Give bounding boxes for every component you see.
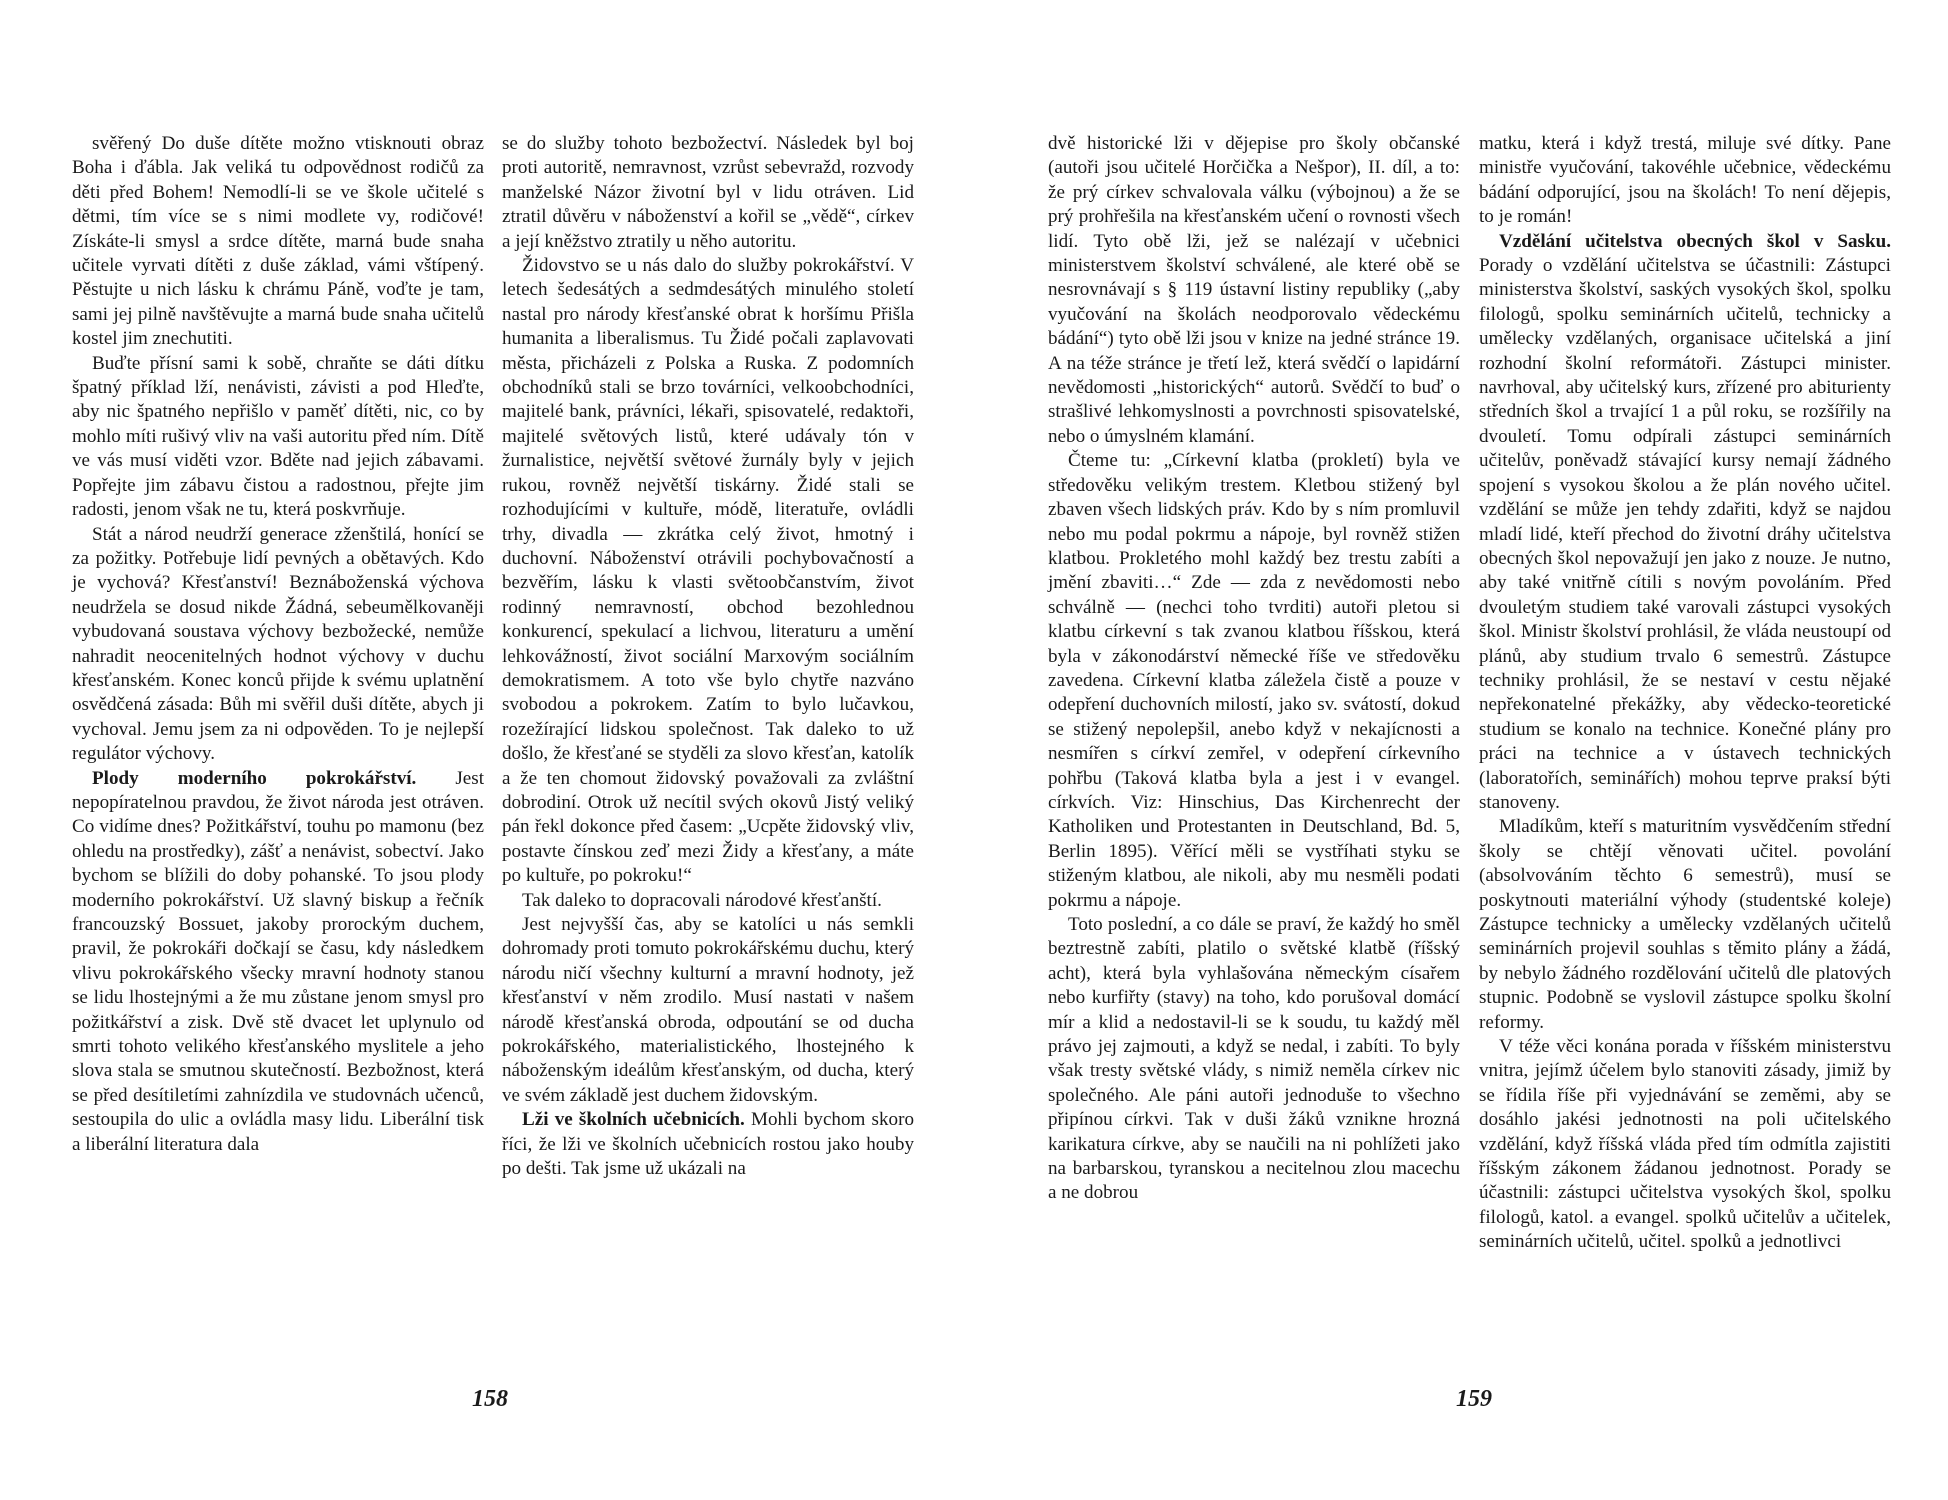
right-page-column-2 — [1479, 132, 1891, 1255]
paragraph — [72, 767, 484, 1158]
paragraph — [1479, 1035, 1891, 1255]
paragraph-text: V téže věci konána porada v říšském ministerstvu vnitra, jejímž účelem bylo stanoviti zásady, jimiž by se řídila říše při vyjednávání se zeměmi, aby se dosáhlo jakési jednotnosti na poli učitelského vzdělání, když říšská vláda před tím odmítla zajistiti říšským zákonem žádanou jednotnost. Porady se účastnili: zástupci učitelstva vysokých škol, spolku filologů, katol. a evangel. spolků učitelův a učitelek, seminárních učitelů, učitel. spolků a jednotlivci — [1479, 1036, 1891, 1253]
paragraph-text: Toto poslední, a co dále se praví, že každý ho směl beztrestně zabíti, platilo o světské klatbě (říšský acht), která byla vyhlašována německým císařem nebo kurfiřty (stavy) na toho, kdo porušoval domácí mír a klid a nedostavil-li se k soudu, tu každý měl právo jej zajmouti, a když se nedal, i zabíti. To byly však tresty světské vlády, s nimiž neměla církev nic společného. Ale páni autoři jednoduše to všechno připínou církvi. Tak v duši žáků vznikne hrozná karikatura církve, aby se naučili na ni pohlížeti jako na barbarskou, tyranskou a necitelnou zlou macechu a ne dobrou — [1048, 914, 1460, 1204]
page-number: 159 — [1456, 1386, 1492, 1412]
paragraph — [72, 352, 484, 523]
paragraph-text: Tak daleko to dopracovali národové křesťanští. — [522, 889, 882, 911]
paragraph — [502, 889, 914, 913]
paragraph-text: Porady o vzdělání učitelstva se účastnili: Zástupci ministerstva školství, saských vysokých škol, spolku filologů, spolku seminárních učitelů, technicky a umělecky vzdělaných, organisace učitelská a jiní rozhodní školní reformátoři. Zástupci minister. navrhoval, aby učitelský kurs, zřízené pro abiturienty středních škol a trvající 1 a půl roku, se rozšířily na dvouletí. Tomu odpírali zástupci seminárních učitelův, poněvadž stávající kursy nemají žádného spojení s vysokou školou a že plán nového učitel. vzdělání se může jen tehdy zdařiti, když se najdou mladí lidé, kteří přechod do životní dráhy učitelstva obecných škol nepovažují jen jako z nouze. Je nutno, aby také vnitřně cítili s novým povoláním. Před dvouletým studiem také varovali zástupci vysokých škol. Ministr školství prohlásil, že vláda neustoupí od plánů, aby studium trvalo 6 semestrů. Zástupce techniky prohlásil, že se nestaví v cestu nějaké nepřekonatelné překážky, aby vědecko-teoretické studium se konalo na technice. Konečné plány pro práci na technice a v ústavech technických (laboratořích, seminářích) mohou teprve praksí býti stanoveny. — [1479, 255, 1891, 813]
right-page-column-1 — [1048, 132, 1460, 1206]
page-number: 158 — [472, 1386, 508, 1412]
paragraph-text: Mohli bychom skoro říci, že lži ve školních učebnicích rostou jako houby po dešti. Tak jsme už ukázali na — [502, 1109, 914, 1180]
paragraph-text: Mladíkům, kteří s maturitním vysvědčením střední školy se chtějí věnovati učitel. povolání (absolvováním těchto 6 semestrů), musí se poskytnouti materiální výhody (studentské koleje) Zástupce technicky a umělecky vzdělaných učitelů seminárních projevil souhlas s těmito plány a žádá, by nebylo žádného rozdělování učitelů dle platových stupnic. Podobně se vyslovil zástupce spolku školní reformy. — [1479, 816, 1891, 1033]
paragraph-text: Jest nejvyšší čas, aby se katolíci u nás semkli dohromady proti tomuto pokrokářskému duchu, který národu ničí všechny kulturní a mravní hodnoty, jež křesťanství v něm zrodilo. Musí nastati v našem národě křesťanská obroda, odpoutání se od ducha pokrokářského, materialistického, lhostejného k náboženským ideálům křesťanským, od ducha, který ve svém základě jest duchem židovským. — [502, 914, 914, 1106]
section-heading: Plody moderního pokrokářství. — [92, 767, 417, 789]
paragraph-text: Buďte přísní sami k sobě, chraňte se dáti dítku špatný příklad lží, nenávisti, závisti a pod Hleďte, aby nic špatného nepřišlo v paměť dítěti, nic, co by mohlo míti rušivý vliv na vaši autoritu před ním. Dítě ve vás musí viděti vzor. Bděte nad jejich zábavami. Popřejte jim zábavu čistou a radostnou, přejte jim radosti, jenom však ne tu, která poskvrňuje. — [72, 352, 484, 521]
section-heading: Lži ve školních učebnicích. — [522, 1109, 745, 1131]
paragraph — [1048, 449, 1460, 913]
paragraph-text: dvě historické lži v dějepise pro školy občanské (autoři jsou učitelé Horčička a Nešpor), II. díl, a to: že prý církev schvalovala válku (výbojnou) a že se prý prohřešila na křesťanském učení o rovnosti všech lidí. Tyto obě lži, jež se nalézají v učebnici ministerstvem školství schválené, ale které obě se nesrovnávají s § 119 ústavní listiny republiky („aby vyučování na školách neodporovalo vědeckému bádání“) tyto obě lži jsou v knize na jedné stránce 19. A na téže stránce je třetí lež, která svědčí o lapidární nevědomosti „historických“ autorů. Svědčí to buď o strašlivé lehkomyslnosti a povrchnosti spisovatelské, nebo o úmyslném klamání. — [1048, 133, 1460, 447]
paragraph-text: matku, která i když trestá, miluje své dítky. Pane ministře vyučování, takovéhle učebnice, vědeckému bádání odporující, jsou na školách! To není dějepis, to je román! — [1479, 133, 1891, 228]
left-page-column-1 — [72, 132, 484, 1157]
paragraph-text: Židovstvo se u nás dalo do služby pokrokářství. V letech šedesátých a sedmdesátých minulého století nastal pro národy křesťanské obrat k horšímu Přišla humanita a liberalismus. Tu Židé počali zaplavovati města, přicházeli z Polska a Ruska. Z podomních obchodníků stali se brzo továrníci, velkoobchodníci, majitelé bank, právníci, lékaři, spisovatelé, redaktoři, majitelé světových listů, které udávaly tón v žurnalistice, největší světové žurnály byly v jejich rukou, rovněž největší tiskárny. Židé stali se rozhodujícími v kultuře, módě, literatuře, ovládli trhy, divadla — zkrátka celý život, hmotný i duchovní. Náboženství otrávili pochybovačností a bezvěřím, lásku k vlasti světoobčanstvím, život rodinný nemravností, obchod bezohlednou konkurencí, spekulací a lichvou, literaturu a umění lehkovážností, život sociální Marxovým sociálním demokratismem. A toto vše bylo chytře nazváno svobodou a pokrokem. Zatím to bylo lučavkou, rozežírající lidskou společnost. Tak daleko to už došlo, že křesťané se styděli za slovo křesťan, katolík a že ten chomout židovský považovali za zvláštní dobrodiní. Otrok už necítil svých okovů Jistý veliký pán řekl dokonce před časem: „Ucpěte židovský vliv, postavte čínskou zeď mezi Židy a křesťany, a máte po kultuře, po pokroku!“ — [502, 255, 914, 887]
paragraph — [1479, 132, 1891, 230]
paragraph-text: Čteme tu: „Církevní klatba (prokletí) byla ve středověku velikým trestem. Kletbou stižený byl zbaven všech lidských práv. Kdo by s ním promluvil nebo mu podal pokrmu a nápoje, byl rovněž stižen klatbou. Prokletého mohl každý bez trestu zabíti a jmění zbaviti…“ Zde — zda z nevědomosti nebo schválně — (nechci toho tvrditi) autoři pletou si klatbu církevní s tak zvanou klatbou říšskou, která byla v zákonodárství německé říše ve středověku zavedena. Církevní klatba záležela čistě a pouze v odepření duchovních milostí, jako sv. svátostí, dokud se stižený nepolepšil, anebo když v nekajícnosti a nesmířen s církví zemřel, v odepření církevního pohřbu (Taková klatba byla a jest i v evangel. církvích. Viz: Hinschius, Das Kirchenrecht der Katholiken und Protestanten in Deutschland, Bd. 5, Berlin 1895). Věřící měli se vystříhati styku se stiženým klatbou, ale nikoli, aby mu nesměli podati pokrmu a nápoje. — [1048, 450, 1460, 911]
paragraph — [1479, 230, 1891, 816]
paragraph-text: Jest nepopíratelnou pravdou, že život národa jest otráven. Co vidíme dnes? Požitkářství, touhu po mamonu (bez ohledu na prostředky), zášť a nenávist, sobectví. Jako bychom se blížili do doby pohanské. To jsou plody moderního pokrokářství. Už slavný biskup a řečník francouzský Bossuet, jakoby prorockým duchem, pravil, že pokrokáři dočkají se času, kdy následkem vlivu pokrokářského všecky mravní hodnoty stanou se lidu lhostejnými a že mu zůstane jenom smysl pro požitkářství a zisk. Dvě stě dvacet let uplynulo od smrti tohoto velikého křesťanského myslitele a jeho slova stala se smutnou skutečností. Bezbožnost, která se před desítiletími zahnízdila ve studovnách učenců, sestoupila do ulic a ovládla masy lidu. Liberální tisk a liberální literatura dala — [72, 767, 484, 1155]
paragraph — [1479, 815, 1891, 1035]
paragraph — [72, 523, 484, 767]
paragraph — [72, 132, 484, 352]
paragraph — [502, 1108, 914, 1181]
paragraph — [1048, 132, 1460, 449]
paragraph — [502, 132, 914, 254]
paragraph — [502, 913, 914, 1108]
right-page — [974, 0, 1948, 1500]
left-page-column-2 — [502, 132, 914, 1181]
paragraph-text: svěřený Do duše dítěte možno vtisknouti obraz Boha i ďábla. Jak veliká tu odpovědnost rodičů za děti před Bohem! Nemodlí-li se ve škole učitelé s dětmi, tím více se s nimi modlete vy, rodičové! Získáte-li smysl a srdce dítěte, marná bude snaha učitele vyrvati dítěti z duše základ, vámi vštípený. Pěstujte u nich lásku k chrámu Páně, voďte je tam, sami jej pilně navštěvujte a marná bude snaha učitelů kostel jim znechutiti. — [72, 133, 484, 350]
paragraph-text: se do služby tohoto bezbožectví. Následek byl boj proti autoritě, nemravnost, vzrůst sebevražd, rozvody manželské Názor životní byl v lidu otráven. Lid ztratil důvěru v náboženství a kořil se „vědě“, církev a její kněžstvo ztratily u něho autoritu. — [502, 133, 914, 252]
paragraph — [502, 254, 914, 889]
paragraph — [1048, 913, 1460, 1206]
section-heading: Vzdělání učitelstva obecných škol v Sasku. — [1499, 230, 1891, 252]
paragraph-text: Stát a národ neudrží generace zženštilá, honící se za požitky. Potřebuje lidí pevných a obětavých. Kdo je vychová? Křesťanství! Beznáboženská výchova neudržela se dosud nikde Žádná, sebeumělkovaněji vybudovaná soustava výchovy bezbožecké, nemůže nahradit neocenitelných hodnot výchovy v duchu křesťanském. Konec konců přijde k svému uplatnění osvědčená zásada: Bůh mi svěřil duši dítěte, abych ji vychoval. Jemu jsem za ni odpověden. To je nejlepší regulátor výchovy. — [72, 523, 484, 765]
